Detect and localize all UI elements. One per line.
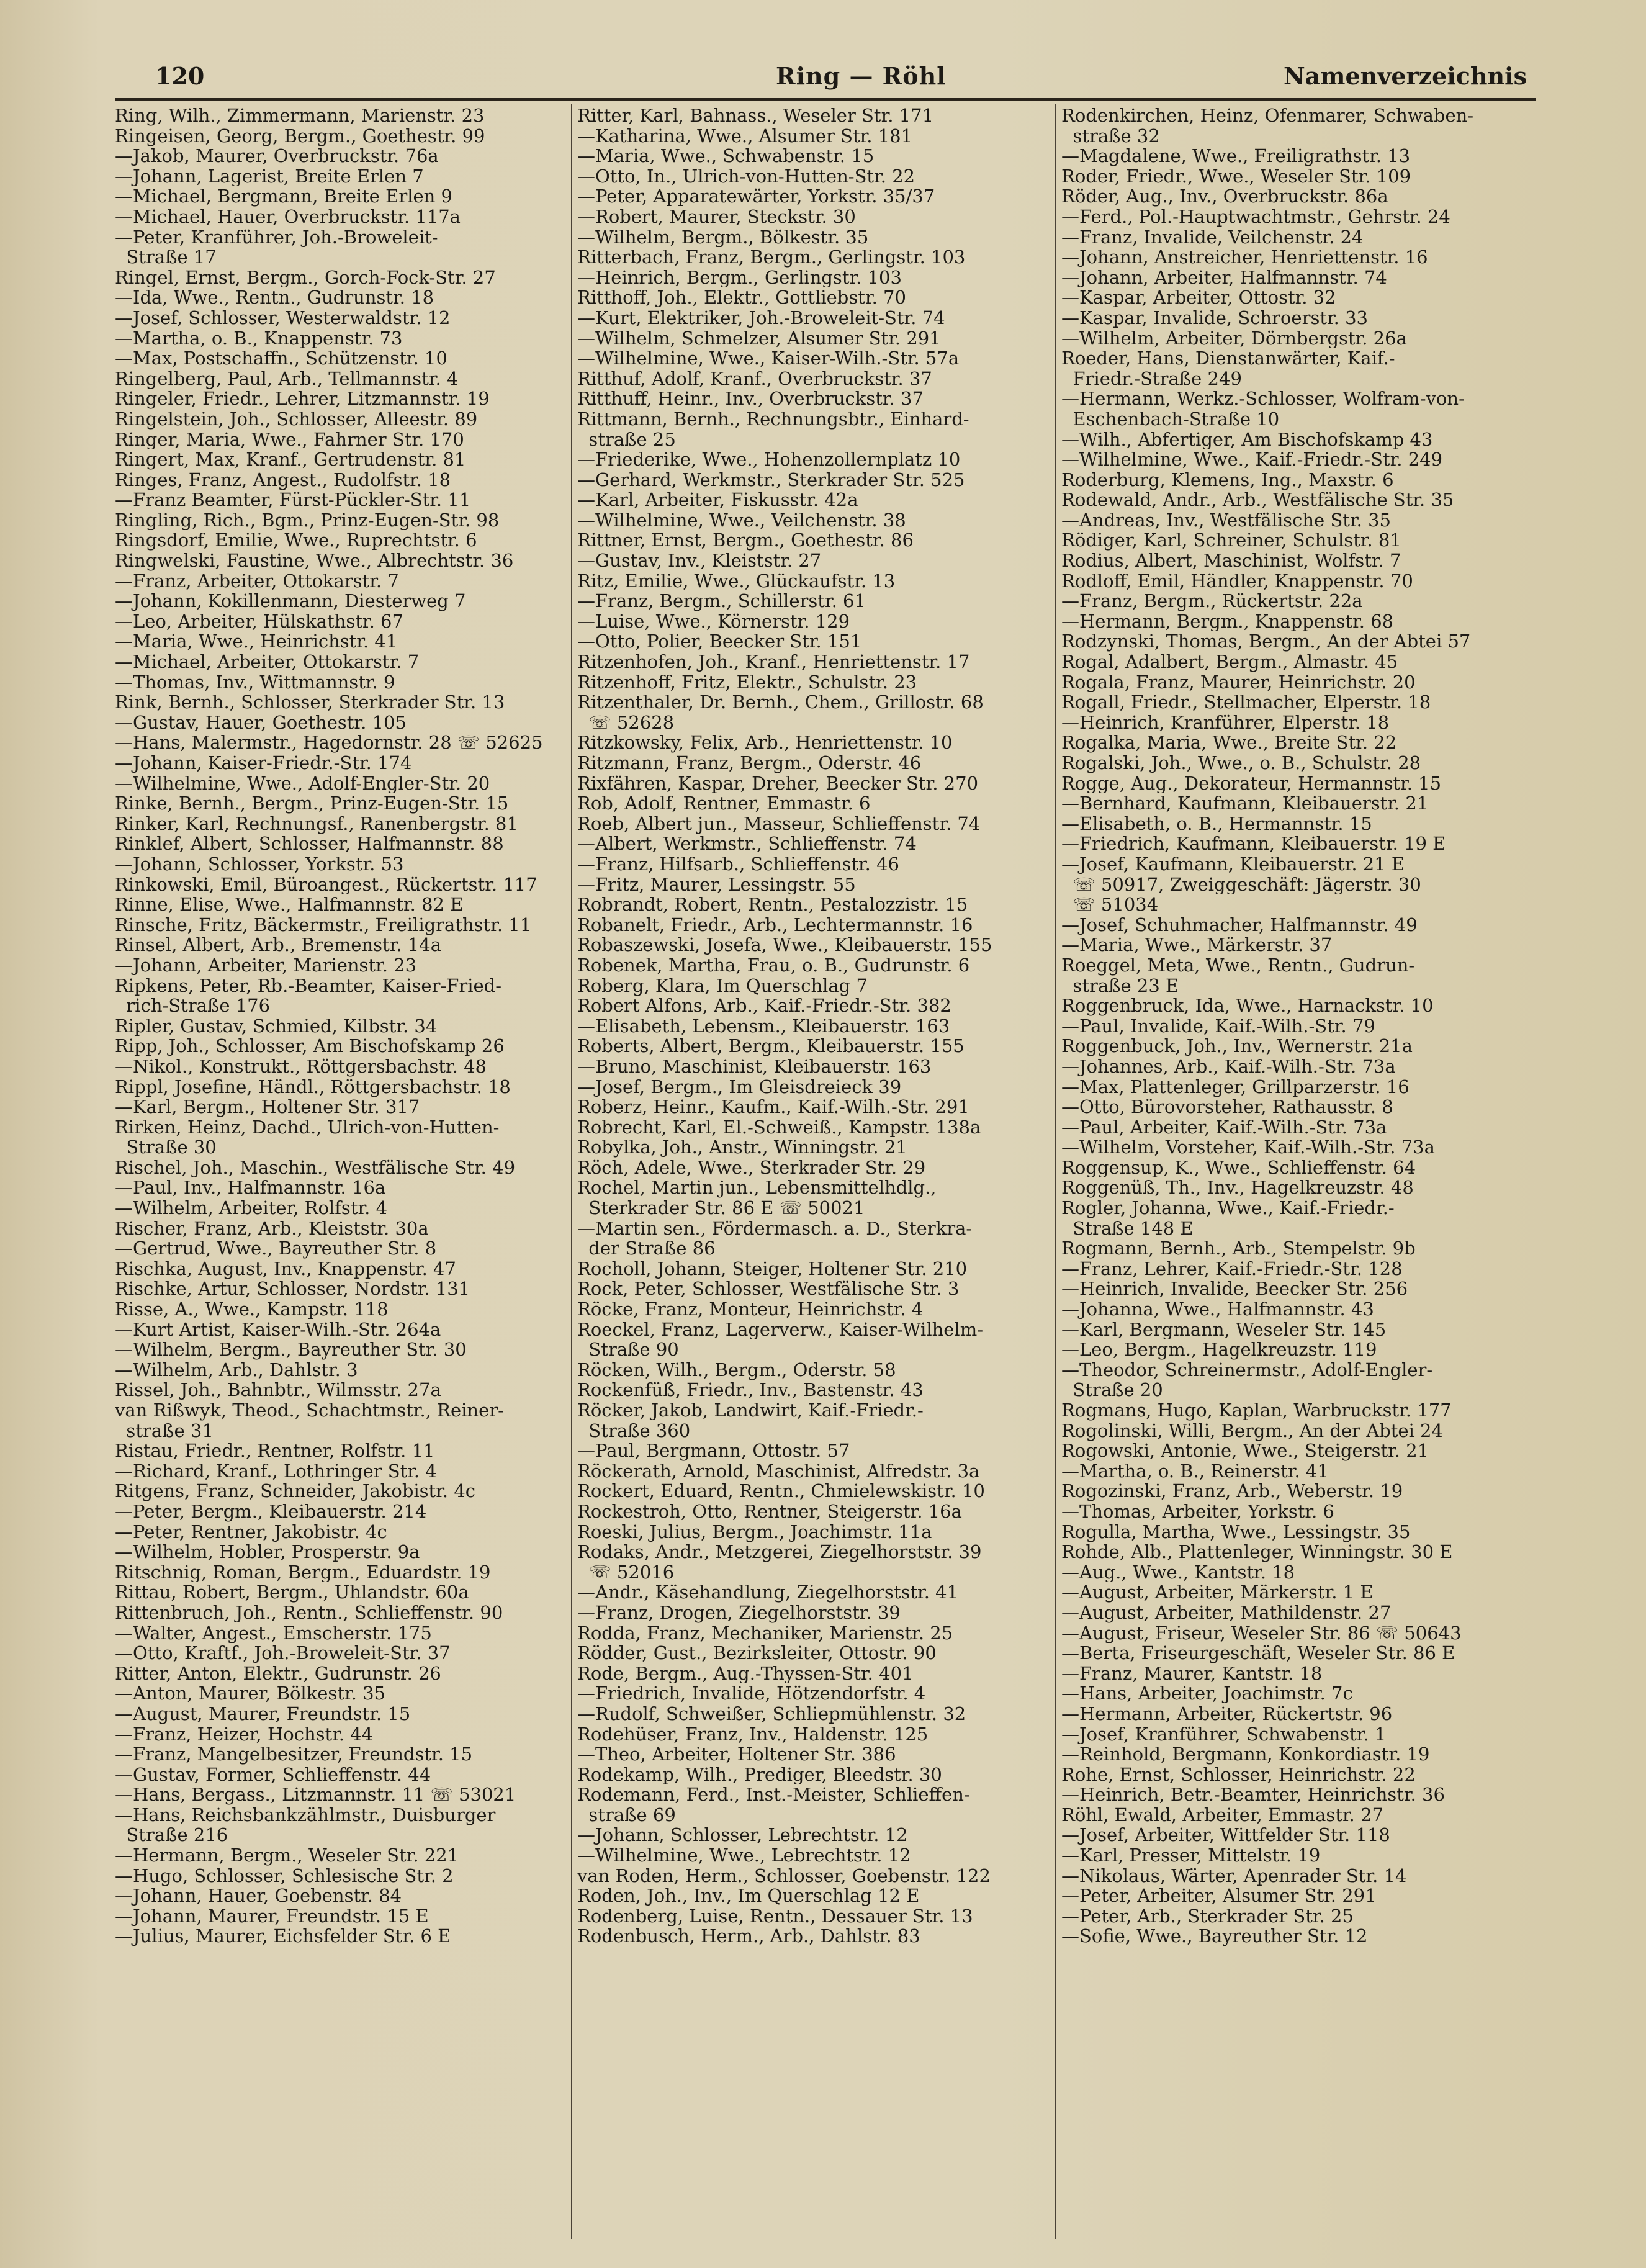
directory-entry: Rodenberg, Luise, Rentn., Dessauer Str. 13 bbox=[577, 1906, 973, 1927]
directory-entry: —Gustav, Inv., Kleiststr. 27 bbox=[577, 551, 822, 571]
directory-entry: —Karl, Bergmann, Weseler Str. 145 bbox=[1061, 1319, 1387, 1340]
directory-entry: —Luise, Wwe., Körnerstr. 129 bbox=[577, 611, 850, 632]
directory-entry: —Bruno, Maschinist, Kleibauerstr. 163 bbox=[577, 1056, 932, 1077]
directory-entry: —Martha, o. B., Reinerstr. 41 bbox=[1061, 1460, 1329, 1482]
directory-entry: Ringeler, Friedr., Lehrer, Litzmannstr. 19 bbox=[115, 389, 490, 409]
directory-entry: Röckerath, Arnold, Maschinist, Alfredstr. 3a bbox=[577, 1460, 980, 1482]
directory-entry: Rockert, Eduard, Rentn., Chmielewskistr. 10 bbox=[577, 1481, 985, 1501]
directory-entry: —Thomas, Arbeiter, Yorkstr. 6 bbox=[1061, 1501, 1334, 1522]
directory-entry: Robenek, Martha, Frau, o. B., Gudrunstr. 6 bbox=[577, 955, 970, 976]
directory-entry: Rödiger, Karl, Schreiner, Schulstr. 81 bbox=[1061, 530, 1401, 551]
directory-entry: Ritzmann, Franz, Bergm., Oderstr. 46 bbox=[577, 753, 922, 773]
directory-entry: Ristau, Friedr., Rentner, Rolfstr. 11 bbox=[115, 1441, 435, 1461]
directory-entry: Straße 148 E bbox=[1061, 1218, 1194, 1239]
directory-entry: —Gerhard, Werkmstr., Sterkrader Str. 525 bbox=[577, 469, 965, 490]
directory-entry: —Karl, Bergm., Holtener Str. 317 bbox=[115, 1097, 420, 1117]
directory-entry: Rochel, Martin jun., Lebensmittelhdlg., bbox=[577, 1177, 937, 1199]
directory-entry: Roden, Joh., Inv., Im Querschlag 12 E bbox=[577, 1886, 920, 1906]
directory-entry: —Otto, In., Ulrich-von-Hutten-Str. 22 bbox=[577, 166, 915, 187]
directory-entry: Rodewald, Andr., Arb., Westfälische Str. 35 bbox=[1061, 490, 1454, 510]
directory-entry: Eschenbach-Straße 10 bbox=[1061, 408, 1280, 430]
directory-entry: —Elisabeth, o. B., Hermannstr. 15 bbox=[1061, 813, 1372, 834]
directory-entry: —Gustav, Hauer, Goethestr. 105 bbox=[115, 712, 407, 733]
directory-entry: Risse, A., Wwe., Kampstr. 118 bbox=[115, 1299, 389, 1320]
column-left bbox=[115, 106, 571, 2241]
directory-entry: —Josef, Kranführer, Schwabenstr. 1 bbox=[1061, 1724, 1387, 1745]
directory-entry: Roeder, Hans, Dienstanwärter, Kaif.- bbox=[1061, 348, 1395, 369]
directory-entry: —Martha, o. B., Knappenstr. 73 bbox=[115, 328, 403, 349]
directory-entry: Rogulla, Martha, Wwe., Lessingstr. 35 bbox=[1061, 1521, 1411, 1542]
directory-entry: —Gertrud, Wwe., Bayreuther Str. 8 bbox=[115, 1238, 437, 1259]
directory-entry: —Johann, Kokillenmann, Diesterweg 7 bbox=[115, 591, 466, 611]
directory-entry: —Magdalene, Wwe., Freiligrathstr. 13 bbox=[1061, 146, 1411, 166]
directory-entry: —Julius, Maurer, Eichsfelder Str. 6 E bbox=[115, 1926, 451, 1947]
directory-entry: —Heinrich, Betr.-Beamter, Heinrichstr. 36 bbox=[1061, 1784, 1445, 1805]
directory-entry: ☏ 52016 bbox=[577, 1562, 675, 1583]
directory-entry: Ritthuf, Adolf, Kranf., Overbruckstr. 37 bbox=[577, 368, 932, 389]
directory-entry: Rogler, Johanna, Wwe., Kaif.-Friedr.- bbox=[1061, 1198, 1395, 1218]
directory-entry: —Maria, Wwe., Märkerstr. 37 bbox=[1061, 935, 1333, 955]
directory-entry: Ringelberg, Paul, Arb., Tellmannstr. 4 bbox=[115, 368, 459, 389]
directory-entry: —Anton, Maurer, Bölkestr. 35 bbox=[115, 1683, 385, 1704]
directory-entry: —Hans, Bergass., Litzmannstr. 11 ☏ 53021 bbox=[115, 1784, 516, 1805]
directory-entry: —Max, Plattenleger, Grillparzerstr. 16 bbox=[1061, 1076, 1410, 1097]
page-header bbox=[118, 62, 1527, 99]
directory-entry: Rogalski, Joh., Wwe., o. B., Schulstr. 28 bbox=[1061, 753, 1421, 773]
directory-entry: Ringling, Rich., Bgm., Prinz-Eugen-Str. 98 bbox=[115, 510, 500, 531]
directory-entry: —Johann, Arbeiter, Halfmannstr. 74 bbox=[1061, 267, 1387, 288]
directory-entry: —Hermann, Bergm., Knappenstr. 68 bbox=[1061, 611, 1394, 632]
directory-entry: —Richard, Kranf., Lothringer Str. 4 bbox=[115, 1460, 437, 1482]
directory-entry: —Sofie, Wwe., Bayreuther Str. 12 bbox=[1061, 1926, 1368, 1947]
directory-entry: Rinkowski, Emil, Büroangest., Rückertstr. 117 bbox=[115, 874, 537, 895]
directory-entry: van Roden, Herm., Schlosser, Goebenstr. 122 bbox=[577, 1865, 991, 1886]
directory-entry: —Wilhelm, Bergm., Bölkestr. 35 bbox=[577, 227, 869, 248]
directory-entry: Roeski, Julius, Bergm., Joachimstr. 11a bbox=[577, 1521, 932, 1542]
directory-entry: Rogmans, Hugo, Kaplan, Warbruckstr. 177 bbox=[1061, 1400, 1452, 1421]
directory-entry: Rode, Bergm., Aug.-Thyssen-Str. 401 bbox=[577, 1663, 914, 1684]
directory-entry: ☏ 52628 bbox=[577, 712, 675, 733]
directory-entry: —Josef, Schuhmacher, Halfmannstr. 49 bbox=[1061, 914, 1418, 935]
directory-entry: Ringes, Franz, Angest., Rudolfstr. 18 bbox=[115, 469, 451, 490]
directory-entry: Rodaks, Andr., Metzgerei, Ziegelhorststr. 39 bbox=[577, 1542, 982, 1562]
directory-entry: ☏ 51034 bbox=[1061, 894, 1159, 915]
directory-entry: —Josef, Arbeiter, Wittfelder Str. 118 bbox=[1061, 1825, 1390, 1846]
directory-entry: —Andreas, Inv., Westfälische Str. 35 bbox=[1061, 510, 1391, 531]
directory-entry: straße 69 bbox=[577, 1804, 676, 1825]
directory-entry: Roeckel, Franz, Lagerverw., Kaiser-Wilhelm- bbox=[577, 1319, 984, 1340]
directory-entry: —Wilhelm, Vorsteher, Kaif.-Wilh.-Str. 73a bbox=[1061, 1137, 1435, 1158]
directory-entry: Röcke, Franz, Monteur, Heinrichstr. 4 bbox=[577, 1299, 924, 1320]
directory-entry: Robanelt, Friedr., Arb., Lechtermannstr. 16 bbox=[577, 914, 973, 935]
directory-entry: —Nikolaus, Wärter, Apenrader Str. 14 bbox=[1061, 1865, 1407, 1886]
directory-entry: —Ferd., Pol.-Hauptwachtmstr., Gehrstr. 24 bbox=[1061, 206, 1450, 227]
directory-entry: —Kaspar, Invalide, Schroerstr. 33 bbox=[1061, 307, 1369, 328]
directory-entry: —Jakob, Maurer, Overbruckstr. 76a bbox=[115, 146, 439, 166]
directory-entry: —Peter, Arb., Sterkrader Str. 25 bbox=[1061, 1906, 1354, 1927]
directory-entry: straße 25 bbox=[577, 429, 676, 450]
directory-entry: —Maria, Wwe., Schwabenstr. 15 bbox=[577, 146, 875, 166]
directory-entry: —Franz, Lehrer, Kaif.-Friedr.-Str. 128 bbox=[1061, 1258, 1403, 1279]
directory-entry: Ritschnig, Roman, Bergm., Eduardstr. 19 bbox=[115, 1562, 491, 1583]
directory-entry: —August, Arbeiter, Märkerstr. 1 E bbox=[1061, 1582, 1374, 1603]
directory-entry: Rohe, Ernst, Schlosser, Heinrichstr. 22 bbox=[1061, 1764, 1416, 1785]
directory-entry: Rinklef, Albert, Schlosser, Halfmannstr. 88 bbox=[115, 834, 504, 854]
directory-entry: —Josef, Schlosser, Westerwaldstr. 12 bbox=[115, 307, 451, 328]
directory-entry: Straße 17 bbox=[115, 247, 217, 268]
directory-entry: Rittau, Robert, Bergm., Uhlandstr. 60a bbox=[115, 1582, 469, 1603]
directory-entry: Röder, Aug., Inv., Overbruckstr. 86a bbox=[1061, 186, 1388, 207]
directory-entry: Ritthoff, Joh., Elektr., Gottliebstr. 70 bbox=[577, 287, 906, 308]
directory-entry: —Wilhelmine, Wwe., Kaiser-Wilh.-Str. 57a bbox=[577, 348, 960, 369]
directory-entry: Rogmann, Bernh., Arb., Stempelstr. 9b bbox=[1061, 1238, 1416, 1259]
directory-entry: Rogalka, Maria, Wwe., Breite Str. 22 bbox=[1061, 732, 1397, 753]
directory-entry: Rockenfüß, Friedr., Inv., Bastenstr. 43 bbox=[577, 1380, 924, 1400]
directory-entry: Rodius, Albert, Maschinist, Wolfstr. 7 bbox=[1061, 551, 1401, 571]
directory-entry: Ritter, Anton, Elektr., Gudrunstr. 26 bbox=[115, 1663, 441, 1684]
directory-entry: Rockestroh, Otto, Rentner, Steigerstr. 16a bbox=[577, 1501, 962, 1522]
directory-entry: —Peter, Apparatewärter, Yorkstr. 35/37 bbox=[577, 186, 935, 207]
directory-entry: Rischel, Joh., Maschin., Westfälische Str. 49 bbox=[115, 1157, 516, 1178]
directory-entry: —Hugo, Schlosser, Schlesische Str. 2 bbox=[115, 1865, 454, 1886]
directory-entry: —Peter, Arbeiter, Alsumer Str. 291 bbox=[1061, 1886, 1377, 1906]
directory-entry: —August, Arbeiter, Mathildenstr. 27 bbox=[1061, 1602, 1392, 1623]
directory-entry: —Franz, Arbeiter, Ottokarstr. 7 bbox=[115, 570, 399, 592]
directory-entry: —Kurt Artist, Kaiser-Wilh.-Str. 264a bbox=[115, 1319, 441, 1340]
directory-entry: Rodenbusch, Herm., Arb., Dahlstr. 83 bbox=[577, 1926, 920, 1947]
directory-entry: —Gustav, Former, Schlieffenstr. 44 bbox=[115, 1764, 431, 1785]
directory-entry: straße 23 E bbox=[1061, 975, 1179, 996]
directory-entry: —Johann, Lagerist, Breite Erlen 7 bbox=[115, 166, 424, 187]
directory-entry: Rodekamp, Wilh., Prediger, Bleedstr. 30 bbox=[577, 1764, 942, 1785]
directory-entry: Rohde, Alb., Plattenleger, Winningstr. 30 E bbox=[1061, 1542, 1453, 1562]
directory-entry: —Karl, Presser, Mittelstr. 19 bbox=[1061, 1845, 1321, 1866]
directory-entry: —Fritz, Maurer, Lessingstr. 55 bbox=[577, 874, 856, 895]
directory-entry: Rogge, Aug., Dekorateur, Hermannstr. 15 bbox=[1061, 773, 1442, 794]
directory-entry: Rischer, Franz, Arb., Kleiststr. 30a bbox=[115, 1218, 429, 1239]
directory-entry: —Paul, Inv., Halfmannstr. 16a bbox=[115, 1177, 386, 1199]
directory-entry: —Josef, Bergm., Im Gleisdreieck 39 bbox=[577, 1076, 902, 1097]
directory-entry: straße 32 bbox=[1061, 125, 1160, 146]
directory-entry: —Wilhelm, Arb., Dahlstr. 3 bbox=[115, 1359, 358, 1380]
directory-entry: Rink, Bernh., Schlosser, Sterkrader Str. 13 bbox=[115, 692, 505, 713]
directory-entry: Roggensup, K., Wwe., Schlieffenstr. 64 bbox=[1061, 1157, 1416, 1178]
section-title: Namenverzeichnis bbox=[1283, 62, 1527, 90]
directory-entry: —Wilhelm, Arbeiter, Dörnbergstr. 26a bbox=[1061, 328, 1407, 349]
directory-entry: Rissel, Joh., Bahnbtr., Wilmsstr. 27a bbox=[115, 1380, 441, 1400]
directory-entry: —Peter, Rentner, Jakobistr. 4c bbox=[115, 1521, 387, 1542]
directory-entry: Rittmann, Bernh., Rechnungsbtr., Einhard- bbox=[577, 408, 969, 430]
directory-entry: —Johann, Schlosser, Yorkstr. 53 bbox=[115, 853, 404, 875]
directory-entry: —Theo, Arbeiter, Holtener Str. 386 bbox=[577, 1744, 896, 1765]
directory-entry: —Aug., Wwe., Kantstr. 18 bbox=[1061, 1562, 1295, 1583]
directory-entry: —Johann, Hauer, Goebenstr. 84 bbox=[115, 1886, 402, 1906]
column-divider bbox=[1055, 104, 1056, 2239]
directory-entry: —Karl, Arbeiter, Fiskusstr. 42a bbox=[577, 490, 858, 510]
directory-entry: —Wilhelm, Schmelzer, Alsumer Str. 291 bbox=[577, 328, 941, 349]
directory-entry: Ritterbach, Franz, Bergm., Gerlingstr. 103 bbox=[577, 247, 966, 268]
directory-entry: —Wilhelmine, Wwe., Adolf-Engler-Str. 20 bbox=[115, 773, 490, 794]
directory-entry: Rinne, Elise, Wwe., Halfmannstr. 82 E bbox=[115, 894, 464, 915]
directory-entry: —Theodor, Schreinermstr., Adolf-Engler- bbox=[1061, 1359, 1433, 1380]
directory-entry: van Rißwyk, Theod., Schachtmstr., Reiner- bbox=[115, 1400, 504, 1421]
directory-entry: Rischka, August, Inv., Knappenstr. 47 bbox=[115, 1258, 456, 1279]
directory-entry: Ritthuff, Heinr., Inv., Overbruckstr. 37 bbox=[577, 389, 924, 409]
directory-entry: —Rudolf, Schweißer, Schliepmühlenstr. 32 bbox=[577, 1703, 966, 1724]
directory-entry: Ritter, Karl, Bahnass., Weseler Str. 171 bbox=[577, 106, 934, 126]
directory-entry: Rodehüser, Franz, Inv., Haldenstr. 125 bbox=[577, 1724, 929, 1745]
directory-entry: —Otto, Kraftf., Joh.-Broweleit-Str. 37 bbox=[115, 1643, 451, 1663]
directory-entry: Rippl, Josefine, Händl., Röttgersbachstr. 18 bbox=[115, 1076, 511, 1097]
directory-entry: —Wilhelmine, Wwe., Veilchenstr. 38 bbox=[577, 510, 906, 531]
directory-entry: —Johanna, Wwe., Halfmannstr. 43 bbox=[1061, 1299, 1374, 1320]
directory-entry: Ritgens, Franz, Schneider, Jakobistr. 4c bbox=[115, 1481, 476, 1501]
directory-entry: —Hans, Reichsbankzählmstr., Duisburger bbox=[115, 1804, 496, 1825]
column-right bbox=[1061, 106, 1518, 2241]
directory-entry: Rogozinski, Franz, Arb., Weberstr. 19 bbox=[1061, 1481, 1403, 1501]
directory-entry: Ritzenhofen, Joh., Kranf., Henriettenstr. 17 bbox=[577, 652, 970, 672]
directory-entry: Rittenbruch, Joh., Rentn., Schlieffenstr. 90 bbox=[115, 1602, 503, 1623]
directory-entry: —Franz, Hilfsarb., Schlieffenstr. 46 bbox=[577, 853, 899, 875]
directory-entry: Roggenbruck, Ida, Wwe., Harnackstr. 10 bbox=[1061, 996, 1434, 1016]
directory-entry: Robaszewski, Josefa, Wwe., Kleibauerstr. 155 bbox=[577, 935, 992, 955]
directory-entry: Röcken, Wilh., Bergm., Oderstr. 58 bbox=[577, 1359, 896, 1380]
directory-entry: Rogala, Franz, Maurer, Heinrichstr. 20 bbox=[1061, 672, 1416, 693]
directory-entry: —Wilhelmine, Wwe., Kaif.-Friedr.-Str. 249 bbox=[1061, 449, 1443, 470]
directory-entry: —Bernhard, Kaufmann, Kleibauerstr. 21 bbox=[1061, 793, 1429, 814]
directory-entry: —Johann, Arbeiter, Marienstr. 23 bbox=[115, 955, 417, 976]
directory-entry: —Wilhelm, Bergm., Bayreuther Str. 30 bbox=[115, 1339, 467, 1360]
directory-entry: Rogall, Friedr., Stellmacher, Elperstr. 18 bbox=[1061, 692, 1431, 713]
directory-entry: —Franz, Bergm., Rückertstr. 22a bbox=[1061, 591, 1363, 611]
directory-entry: —Hermann, Bergm., Weseler Str. 221 bbox=[115, 1845, 459, 1866]
directory-entry: Straße 360 bbox=[577, 1420, 691, 1441]
directory-entry: Röhl, Ewald, Arbeiter, Emmastr. 27 bbox=[1061, 1804, 1383, 1825]
directory-entry: —Friedrich, Kaufmann, Kleibauerstr. 19 E bbox=[1061, 834, 1446, 854]
directory-entry: Rirken, Heinz, Dachd., Ulrich-von-Hutten- bbox=[115, 1117, 500, 1138]
directory-entry: —Ida, Wwe., Rentn., Gudrunstr. 18 bbox=[115, 287, 434, 308]
directory-entry: Rogowski, Antonie, Wwe., Steigerstr. 21 bbox=[1061, 1441, 1429, 1461]
directory-entry: Ritz, Emilie, Wwe., Glückaufstr. 13 bbox=[577, 570, 896, 592]
column-divider bbox=[571, 104, 572, 2239]
directory-entry: Rogal, Adalbert, Bergm., Almastr. 45 bbox=[1061, 652, 1398, 672]
directory-entry: —Kaspar, Arbeiter, Ottostr. 32 bbox=[1061, 287, 1336, 308]
directory-entry: —Hans, Malermstr., Hagedornstr. 28 ☏ 52625 bbox=[115, 732, 543, 753]
directory-entry: —Josef, Kaufmann, Kleibauerstr. 21 E bbox=[1061, 853, 1405, 875]
directory-entry: Rinker, Karl, Rechnungsf., Ranenbergstr. 81 bbox=[115, 813, 518, 834]
directory-entry: Ripler, Gustav, Schmied, Kilbstr. 34 bbox=[115, 1015, 438, 1037]
directory-entry: Rock, Peter, Schlosser, Westfälische Str. 3 bbox=[577, 1279, 960, 1300]
directory-entry: Robrecht, Karl, El.-Schweiß., Kampstr. 138a bbox=[577, 1117, 981, 1138]
directory-entry: —Heinrich, Bergm., Gerlingstr. 103 bbox=[577, 267, 902, 288]
directory-entry: —Peter, Bergm., Kleibauerstr. 214 bbox=[115, 1501, 427, 1522]
directory-entry: Ritzkowsky, Felix, Arb., Henriettenstr. 10 bbox=[577, 732, 953, 753]
directory-entry: Robylka, Joh., Anstr., Winningstr. 21 bbox=[577, 1137, 907, 1158]
directory-entry: Rixfähren, Kaspar, Dreher, Beecker Str. 270 bbox=[577, 773, 979, 794]
directory-entry: Roberts, Albert, Bergm., Kleibauerstr. 155 bbox=[577, 1036, 965, 1056]
directory-entry: Rodda, Franz, Mechaniker, Marienstr. 25 bbox=[577, 1622, 953, 1644]
directory-entry: Straße 90 bbox=[577, 1339, 679, 1360]
directory-entry: Ringelstein, Joh., Schlosser, Alleestr. 89 bbox=[115, 408, 478, 430]
directory-entry: Ringel, Ernst, Bergm., Gorch-Fock-Str. 27 bbox=[115, 267, 496, 288]
directory-entry: Roder, Friedr., Wwe., Weseler Str. 109 bbox=[1061, 166, 1411, 187]
directory-entry: Ringert, Max, Kranf., Gertrudenstr. 81 bbox=[115, 449, 466, 470]
directory-entry: Rinsel, Albert, Arb., Bremenstr. 14a bbox=[115, 935, 441, 955]
directory-entry: —Peter, Kranführer, Joh.-Broweleit- bbox=[115, 227, 438, 248]
directory-entry: Robert Alfons, Arb., Kaif.-Friedr.-Str. 382 bbox=[577, 996, 951, 1016]
directory-entry: Rocholl, Johann, Steiger, Holtener Str. 210 bbox=[577, 1258, 968, 1279]
directory-entry: —August, Friseur, Weseler Str. 86 ☏ 50643 bbox=[1061, 1622, 1462, 1644]
directory-entry: Roberz, Heinr., Kaufm., Kaif.-Wilh.-Str. 291 bbox=[577, 1097, 969, 1117]
directory-entry: straße 31 bbox=[115, 1420, 214, 1441]
directory-entry: —Heinrich, Kranführer, Elperstr. 18 bbox=[1061, 712, 1390, 733]
directory-entry: —Hermann, Arbeiter, Rückertstr. 96 bbox=[1061, 1703, 1393, 1724]
directory-entry: Rodzynski, Thomas, Bergm., An der Abtei 57 bbox=[1061, 631, 1471, 652]
directory-entry: —Johann, Maurer, Freundstr. 15 E bbox=[115, 1906, 429, 1927]
directory-entry: Rogolinski, Willi, Bergm., An der Abtei 24 bbox=[1061, 1420, 1443, 1441]
directory-entry: —Franz, Bergm., Schillerstr. 61 bbox=[577, 591, 866, 611]
directory-entry: —Robert, Maurer, Steckstr. 30 bbox=[577, 206, 856, 227]
directory-entry: Roeb, Albert jun., Masseur, Schlieffenstr. 74 bbox=[577, 813, 981, 834]
directory-entry: —Wilhelm, Arbeiter, Rolfstr. 4 bbox=[115, 1198, 388, 1218]
directory-entry: Straße 30 bbox=[115, 1137, 217, 1158]
directory-entry: Straße 20 bbox=[1061, 1380, 1163, 1400]
directory-entry: —August, Maurer, Freundstr. 15 bbox=[115, 1703, 411, 1724]
directory-entry: —Wilh., Abfertiger, Am Bischofskamp 43 bbox=[1061, 429, 1433, 450]
directory-entry: —Friedrich, Invalide, Hötzendorfstr. 4 bbox=[577, 1683, 926, 1704]
directory-entry: Rodloff, Emil, Händler, Knappenstr. 70 bbox=[1061, 570, 1413, 592]
directory-entry: Ritzenhoff, Fritz, Elektr., Schulstr. 23 bbox=[577, 672, 917, 693]
directory-entry: —Wilhelmine, Wwe., Lebrechtstr. 12 bbox=[577, 1845, 911, 1866]
directory-entry: Ringsdorf, Emilie, Wwe., Ruprechtstr. 6 bbox=[115, 530, 477, 551]
directory-entry: Rödder, Gust., Bezirksleiter, Ottostr. 90 bbox=[577, 1643, 937, 1663]
directory-entry: —Kurt, Elektriker, Joh.-Broweleit-Str. 74 bbox=[577, 307, 945, 328]
directory-entry: —Franz, Heizer, Hochstr. 44 bbox=[115, 1724, 374, 1745]
directory-entry: Ringwelski, Faustine, Wwe., Albrechtstr. 36 bbox=[115, 551, 514, 571]
directory-entry: —Thomas, Inv., Wittmannstr. 9 bbox=[115, 672, 395, 693]
directory-entry: Röch, Adele, Wwe., Sterkrader Str. 29 bbox=[577, 1157, 926, 1178]
directory-entry: Friedr.-Straße 249 bbox=[1061, 368, 1242, 389]
directory-entry: Ripkens, Peter, Rb.-Beamter, Kaiser-Fried- bbox=[115, 975, 502, 996]
directory-entry: —Otto, Bürovorsteher, Rathausstr. 8 bbox=[1061, 1097, 1393, 1117]
directory-entry: Ringeisen, Georg, Bergm., Goethestr. 99 bbox=[115, 125, 485, 146]
directory-entry: —Reinhold, Bergmann, Konkordiastr. 19 bbox=[1061, 1744, 1430, 1765]
directory-entry: Roggenüß, Th., Inv., Hagelkreuzstr. 48 bbox=[1061, 1177, 1414, 1199]
directory-entry: Ritzenthaler, Dr. Bernh., Chem., Grillostr. 68 bbox=[577, 692, 984, 713]
page-title: Ring — Röhl bbox=[776, 62, 947, 90]
directory-entry: Röcker, Jakob, Landwirt, Kaif.-Friedr.- bbox=[577, 1400, 924, 1421]
directory-entry: —Maria, Wwe., Heinrichstr. 41 bbox=[115, 631, 398, 652]
directory-entry: —Franz, Invalide, Veilchenstr. 24 bbox=[1061, 227, 1364, 248]
directory-entry: Roggenbuck, Joh., Inv., Wernerstr. 21a bbox=[1061, 1036, 1413, 1056]
directory-entry: —Franz Beamter, Fürst-Pückler-Str. 11 bbox=[115, 490, 471, 510]
directory-entry: —Johann, Anstreicher, Henriettenstr. 16 bbox=[1061, 247, 1428, 268]
directory-entry: —Paul, Arbeiter, Kaif.-Wilh.-Str. 73a bbox=[1061, 1117, 1387, 1138]
directory-entry: Robrandt, Robert, Rentn., Pestalozzistr. 15 bbox=[577, 894, 968, 915]
directory-entry: —Katharina, Wwe., Alsumer Str. 181 bbox=[577, 125, 913, 146]
directory-entry: —Friederike, Wwe., Hohenzollernplatz 10 bbox=[577, 449, 961, 470]
directory-entry: Straße 216 bbox=[115, 1825, 228, 1846]
directory-entry: Rinke, Bernh., Bergm., Prinz-Eugen-Str. 15 bbox=[115, 793, 509, 814]
directory-entry: Rodemann, Ferd., Inst.-Meister, Schlieffen- bbox=[577, 1784, 970, 1805]
column-middle bbox=[577, 106, 1033, 2241]
directory-entry: —Johann, Schlosser, Lebrechtstr. 12 bbox=[577, 1825, 908, 1846]
directory-entry: Ripp, Joh., Schlosser, Am Bischofskamp 26 bbox=[115, 1036, 505, 1056]
directory-entry: —Johannes, Arb., Kaif.-Wilh.-Str. 73a bbox=[1061, 1056, 1396, 1077]
directory-entry: ☏ 50917, Zweiggeschäft: Jägerstr. 30 bbox=[1061, 874, 1421, 895]
directory-entry: —Franz, Maurer, Kantstr. 18 bbox=[1061, 1663, 1323, 1684]
directory-entry: —Michael, Bergmann, Breite Erlen 9 bbox=[115, 186, 452, 207]
directory-entry: —Leo, Arbeiter, Hülskathstr. 67 bbox=[115, 611, 403, 632]
directory-entry: Roeggel, Meta, Wwe., Rentn., Gudrun- bbox=[1061, 955, 1415, 976]
directory-entry: der Straße 86 bbox=[577, 1238, 716, 1259]
directory-entry: Roderburg, Klemens, Ing., Maxstr. 6 bbox=[1061, 469, 1394, 490]
directory-entry: Sterkrader Str. 86 E ☏ 50021 bbox=[577, 1198, 865, 1218]
page-number: 120 bbox=[155, 62, 205, 90]
directory-entry: Rob, Adolf, Rentner, Emmastr. 6 bbox=[577, 793, 871, 814]
directory-entry: —Max, Postschaffn., Schützenstr. 10 bbox=[115, 348, 447, 369]
directory-entry: Rischke, Artur, Schlosser, Nordstr. 131 bbox=[115, 1279, 470, 1300]
directory-entry: —Michael, Arbeiter, Ottokarstr. 7 bbox=[115, 652, 420, 672]
directory-entry: —Wilhelm, Hobler, Prosperstr. 9a bbox=[115, 1542, 420, 1562]
directory-entry: —Berta, Friseurgeschäft, Weseler Str. 86 E bbox=[1061, 1643, 1455, 1663]
directory-entry: Rinsche, Fritz, Bäckermstr., Freiligrathstr. 11 bbox=[115, 914, 532, 935]
directory-entry: —Paul, Invalide, Kaif.-Wilh.-Str. 79 bbox=[1061, 1015, 1375, 1037]
directory-entry: Rodenkirchen, Heinz, Ofenmarer, Schwaben- bbox=[1061, 106, 1474, 126]
directory-entry: rich-Straße 176 bbox=[115, 996, 271, 1016]
header-rule bbox=[115, 98, 1536, 101]
directory-entry: —Elisabeth, Lebensm., Kleibauerstr. 163 bbox=[577, 1015, 950, 1037]
directory-entry: —Hermann, Werkz.-Schlosser, Wolfram-von- bbox=[1061, 389, 1465, 409]
directory-entry: —Paul, Bergmann, Ottostr. 57 bbox=[577, 1441, 850, 1461]
directory-entry: —Leo, Bergm., Hagelkreuzstr. 119 bbox=[1061, 1339, 1377, 1360]
directory-entry: —Michael, Hauer, Overbruckstr. 117a bbox=[115, 206, 461, 227]
directory-entry: —Martin sen., Fördermasch. a. D., Sterkra- bbox=[577, 1218, 973, 1239]
directory-entry: —Franz, Mangelbesitzer, Freundstr. 15 bbox=[115, 1744, 473, 1765]
directory-entry: Ring, Wilh., Zimmermann, Marienstr. 23 bbox=[115, 106, 485, 126]
directory-entry: Roberg, Klara, Im Querschlag 7 bbox=[577, 975, 868, 996]
directory-entry: —Nikol., Konstrukt., Röttgersbachstr. 48 bbox=[115, 1056, 487, 1077]
directory-entry: —Franz, Drogen, Ziegelhorststr. 39 bbox=[577, 1602, 901, 1623]
directory-entry: —Heinrich, Invalide, Beecker Str. 256 bbox=[1061, 1279, 1408, 1300]
directory-entry: —Albert, Werkmstr., Schlieffenstr. 74 bbox=[577, 834, 917, 854]
directory-entry: —Hans, Arbeiter, Joachimstr. 7c bbox=[1061, 1683, 1353, 1704]
directory-entry: —Johann, Kaiser-Friedr.-Str. 174 bbox=[115, 753, 412, 773]
directory-entry: —Otto, Polier, Beecker Str. 151 bbox=[577, 631, 862, 652]
directory-entry: Rittner, Ernst, Bergm., Goethestr. 86 bbox=[577, 530, 914, 551]
directory-entry: Ringer, Maria, Wwe., Fahrner Str. 170 bbox=[115, 429, 464, 450]
directory-entry: —Andr., Käsehandlung, Ziegelhorststr. 41 bbox=[577, 1582, 959, 1603]
directory-entry: —Walter, Angest., Emscherstr. 175 bbox=[115, 1622, 432, 1644]
